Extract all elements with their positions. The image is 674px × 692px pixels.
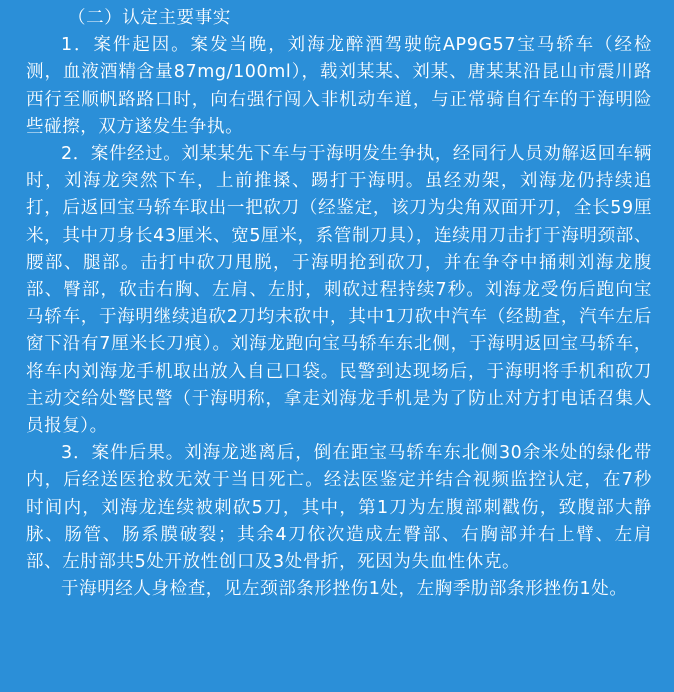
section-heading: （二）认定主要事实 bbox=[68, 8, 231, 28]
paragraph-consequence: 3．案件后果。刘海龙逃离后，倒在距宝马轿车东北侧30余米处的绿化带内，后经送医抢救无效于当日死亡。经法医鉴定并结合视频监控认定，在7秒时间内，刘海龙连续被刺砍5刀，其中，第1刀为左腹部刺戳伤，致腹部大静脉、肠管、肠系膜破裂；其余4刀依次造成左臀部、右胸部并右上臂、左肩部、左肘部共5处开放性创口及3处骨折，死因为失血性休克。 bbox=[26, 443, 652, 573]
paragraph-injury-check: 于海明经人身检查，见左颈部条形挫伤1处，左胸季肋部条形挫伤1处。 bbox=[61, 579, 628, 600]
paragraph-process: 2．案件经过。刘某某先下车与于海明发生争执，经同行人员劝解返回车辆时，刘海龙突然下车，上前推搡、踢打于海明。虽经劝架，刘海龙仍持续追打，后返回宝马轿车取出一把砍刀（经鉴定，该刀为尖角双面开刃，全长59厘米，其中刀身长43厘米、宽5厘米，系管制刀具），连续用刀击打于海明颈部、腰部、腿部。击打中砍刀甩脱，于海明抢到砍刀，并在争夺中捅刺刘海龙腹部、臀部，砍击右胸、左肩、左肘，刺砍过程持续7秒。刘海龙受伤后跑向宝马轿车，于海明继续追砍2刀均未砍中，其中1刀砍中汽车（经勘查，汽车左后窗下沿有7厘米长刀痕）。刘海龙跑向宝马轿车东北侧，于海明返回宝马轿车，将车内刘海龙手机取出放入自己口袋。民警到达现场后，于海明将手机和砍刀主动交给处警民警（于海明称，拿走刘海龙手机是为了防止对方打电话召集人员报复）。 bbox=[26, 144, 652, 437]
paragraph-cause: 1．案件起因。案发当晚，刘海龙醉酒驾驶皖AP9G57宝马轿车（经检测，血液酒精含量87mg/100ml），载刘某某、刘某、唐某某沿昆山市震川路西行至顺帆路路口时，向右强行闯入非机动车道，与正常骑自行车的于海明险些碰擦，双方遂发生争执。 bbox=[26, 35, 652, 137]
